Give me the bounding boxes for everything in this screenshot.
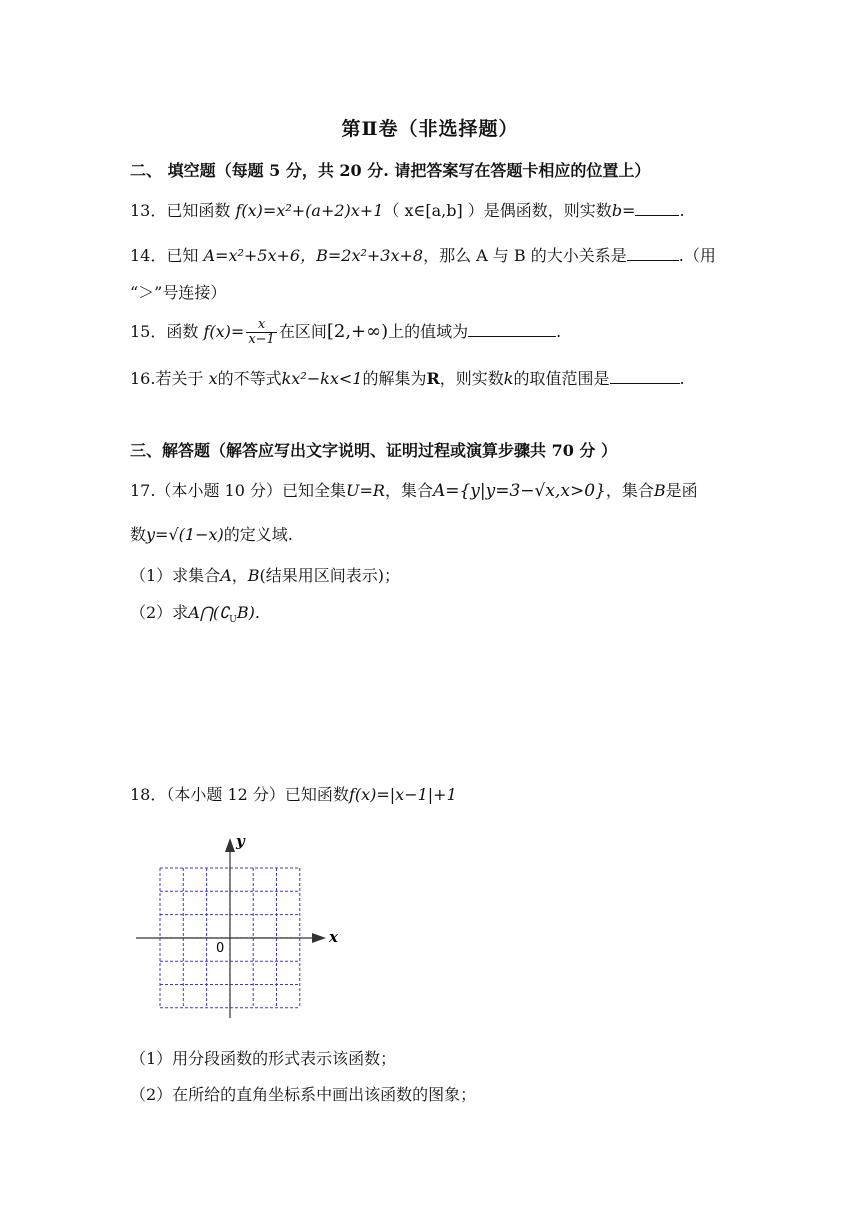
- q17-set-b: B: [653, 481, 666, 500]
- q15-pre: 函数: [166, 322, 199, 341]
- q17-part1-label: （1）求集合: [130, 566, 221, 585]
- q17-part2-sub: U: [229, 615, 237, 626]
- q17-line2: [130, 522, 293, 545]
- q17-part2-end: B): [236, 603, 255, 622]
- q17-part1-b: B: [247, 566, 260, 585]
- coordinate-grid: [130, 832, 350, 1022]
- q15-post: 上的值域为: [388, 322, 469, 341]
- q17-score: （本小题 10 分）: [155, 481, 282, 500]
- q18-score: （本小题 12 分）: [166, 785, 285, 804]
- coordinate-grid-svg: [130, 832, 350, 1022]
- q17-part1-post: (结果用区间表示)；: [259, 566, 401, 585]
- q17-part1: [130, 563, 400, 586]
- q16-number: 16.: [130, 369, 156, 388]
- q18-pre: 已知函数: [284, 785, 349, 804]
- q17-part1-a: A: [220, 566, 232, 585]
- question-13: [130, 198, 685, 221]
- q17-set-a: A={y|y=3−√x,x>0}: [432, 481, 606, 501]
- q15-mid: 在区间: [278, 322, 327, 341]
- q17-part1-sep: ，: [231, 566, 248, 585]
- q16-post: 的取值范围是: [513, 369, 610, 388]
- q15-numerator: x: [246, 318, 277, 333]
- q15-interval: [2,+∞): [326, 321, 389, 342]
- q17-post: 是函: [665, 481, 698, 500]
- q15-denominator: x−1: [248, 332, 275, 347]
- q15-fx: f(x)=: [203, 322, 245, 341]
- section-2-heading: 二、 填空题（每题 5 分，共 20 分. 请把答案写在答题卡相应的位置上）: [130, 161, 651, 180]
- question-15: [130, 318, 561, 347]
- q14-formula-a: A=x²+5x+6，: [203, 246, 317, 265]
- q17-part2-expr: A⋂(∁: [188, 603, 230, 622]
- question-14: [130, 243, 716, 266]
- question-16: [130, 366, 685, 389]
- q17-part2-dot: .: [254, 603, 260, 622]
- q13-formula: f(x)=x²+(a+2)x+1: [235, 201, 384, 220]
- q18-part2: （2）在所给的直角坐标系中画出该函数的图象；: [130, 1085, 477, 1104]
- y-axis-label: y: [236, 832, 245, 850]
- q15-end: .: [556, 322, 562, 341]
- question-17: [130, 478, 698, 501]
- q14-pre: 已知: [166, 246, 199, 265]
- q15-answer-blank[interactable]: [468, 322, 556, 337]
- x-axis-label: x: [329, 928, 338, 946]
- q16-mid: 的不等式: [217, 369, 282, 388]
- q13-answer-blank[interactable]: [635, 201, 679, 216]
- q14-answer-blank[interactable]: [627, 246, 679, 261]
- q17-universe: U=R: [346, 481, 385, 500]
- q17-mid: ，集合: [384, 481, 433, 500]
- q13-pre: 已知函数: [166, 201, 231, 220]
- q13-end: .: [679, 201, 685, 220]
- page-title: 第Ⅱ卷（非选择题）: [341, 118, 519, 140]
- q14-number: 14．: [130, 246, 167, 265]
- y-axis-arrow: [225, 838, 235, 852]
- q17-pre: 已知全集: [282, 481, 347, 500]
- q14-line2: “＞”号连接）: [130, 283, 227, 302]
- section-3-heading: 三、解答题（解答应写出文字说明、证明过程或演算步骤共 70 分 ）: [130, 441, 617, 460]
- q13-var: b=: [611, 201, 636, 220]
- q18-formula: f(x)=|x−1|+1: [348, 785, 457, 804]
- q17-number: 17.: [130, 481, 156, 500]
- q16-mid2: 的解集为: [362, 369, 427, 388]
- q17-part2: [130, 600, 260, 625]
- q17-line2-pre: 数: [130, 525, 147, 544]
- q14-post: ，那么 A 与 B 的大小关系是: [423, 246, 627, 265]
- q17-mid2: ，集合: [605, 481, 654, 500]
- q17-part2-label: （2）求: [130, 603, 189, 622]
- q13-number: 13．: [130, 201, 167, 220]
- q16-mid3: ，则实数: [439, 369, 504, 388]
- q15-fraction: [246, 318, 277, 347]
- q15-number: 15．: [130, 322, 167, 341]
- q13-post: 是偶函数，则实数: [483, 201, 612, 220]
- q18-number: 18．: [130, 785, 167, 804]
- q17-line2-post: 的定义域.: [223, 525, 293, 544]
- origin-label: 0: [216, 941, 225, 956]
- q18-part1: （1）用分段函数的形式表示该函数；: [130, 1049, 397, 1068]
- q16-end: .: [679, 369, 685, 388]
- q17-func: y=√(1−x): [146, 525, 224, 544]
- q16-k: k: [503, 369, 514, 388]
- q16-x: x: [208, 369, 218, 388]
- x-axis-arrow: [312, 933, 326, 943]
- q16-answer-blank[interactable]: [610, 369, 680, 384]
- q16-R: R: [426, 369, 440, 388]
- q14-end: .（用: [678, 246, 716, 265]
- q13-domain: （ x∈[a,b] ）: [383, 201, 484, 220]
- q16-formula: kx²−kx<1: [281, 369, 363, 388]
- question-18: [130, 782, 457, 805]
- q14-formula-b: B=2x²+3x+8: [316, 246, 424, 265]
- q16-pre: 若关于: [155, 369, 204, 388]
